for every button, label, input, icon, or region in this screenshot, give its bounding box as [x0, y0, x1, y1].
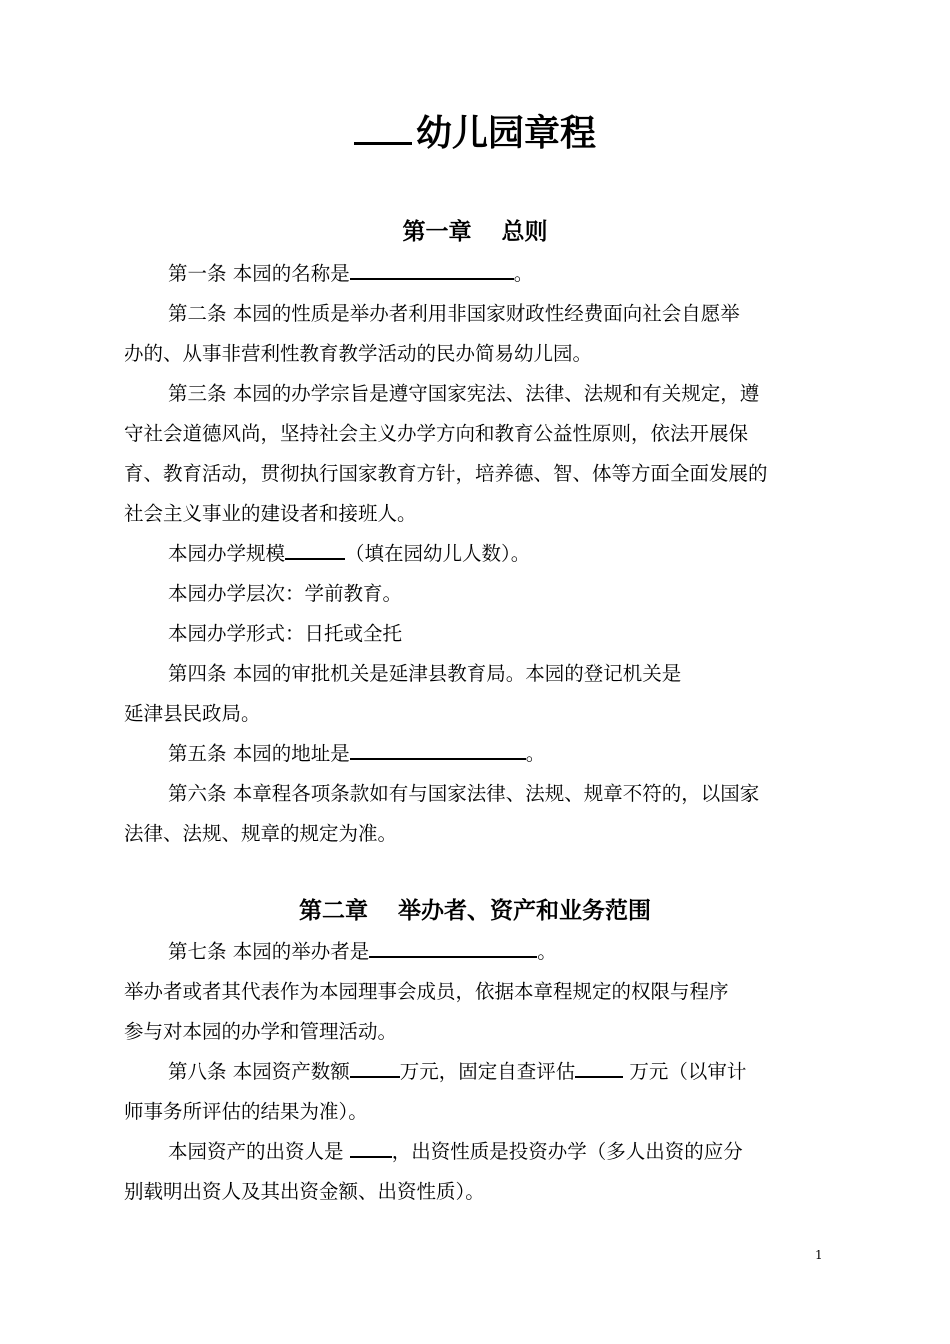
organizer-blank — [369, 934, 537, 958]
investor-line-2: 别载明出资人及其出资金额、出资性质）。 — [124, 1180, 485, 1203]
form-line: 本园办学形式：日托或全托 — [168, 622, 403, 645]
article-2-line-1: 第二条 本园的性质是举办者利用非国家财政性经费面向社会自愿举 — [168, 302, 740, 325]
chapter-1-label: 第一章 — [402, 219, 472, 245]
document-title — [0, 102, 950, 164]
article-1: 第一条 本园的名称是 。 — [124, 254, 874, 294]
assessment-blank — [575, 1054, 623, 1078]
chapter-1-heading — [0, 214, 950, 250]
asset-amount-blank — [350, 1054, 400, 1078]
article-5: 第五条 本园的地址是 。 — [124, 734, 874, 774]
chapter-2-name: 举办者、资产和业务范围 — [398, 898, 651, 924]
organizer-line-1: 举办者或者其代表作为本园理事会成员，依据本章程规定的权限与程序 — [124, 980, 729, 1003]
address-blank — [350, 736, 526, 760]
page-number: 1 — [815, 1248, 823, 1262]
chapter-2-label: 第二章 — [299, 898, 368, 924]
article-6-line-2: 法律、法规、规章的规定为准。 — [124, 822, 398, 845]
investor-blank — [350, 1134, 392, 1158]
article-3-line-1: 第三条 本园的办学宗旨是遵守国家宪法、法律、法规和有关规定，遵 — [168, 382, 760, 405]
article-3-line-2: 守社会道德风尚，坚持社会主义办学方向和教育公益性原则，依法开展保 — [124, 422, 749, 445]
scale-line: 本园办学规模 （填在园幼儿人数）。 — [124, 534, 874, 574]
article-3-line-4: 社会主义事业的建设者和接班人。 — [124, 502, 417, 525]
title-text: 幼儿园章程 — [415, 113, 596, 154]
article-4-line-1: 第四条 本园的审批机关是延津县教育局。本园的登记机关是 — [168, 662, 682, 685]
organizer-line-2: 参与对本园的办学和管理活动。 — [124, 1020, 398, 1043]
name-blank — [350, 256, 514, 280]
scale-blank — [285, 536, 345, 560]
article-4-line-2: 延津县民政局。 — [124, 702, 261, 725]
title-blank — [354, 102, 412, 145]
article-8-line-1: 第八条 本园资产数额 万元，固定自查评估 万元（以审计 — [124, 1052, 874, 1092]
article-2-line-2: 办的、从事非营利性教育教学活动的民办简易幼儿园。 — [124, 342, 593, 365]
level-line: 本园办学层次：学前教育。 — [168, 582, 403, 605]
article-7: 第七条 本园的举办者是 。 — [124, 932, 874, 972]
chapter-2-heading — [0, 893, 950, 929]
article-6-line-1: 第六条 本章程各项条款如有与国家法律、法规、规章不符的，以国家 — [168, 782, 760, 805]
article-3-line-3: 育、教育活动，贯彻执行国家教育方针，培养德、智、体等方面全面发展的 — [124, 462, 768, 485]
investor-line-1: 本园资产的出资人是 ，出资性质是投资办学（多人出资的应分 — [124, 1132, 874, 1172]
chapter-1-name: 总则 — [501, 219, 548, 245]
article-8-line-2: 师事务所评估的结果为准）。 — [124, 1100, 368, 1123]
